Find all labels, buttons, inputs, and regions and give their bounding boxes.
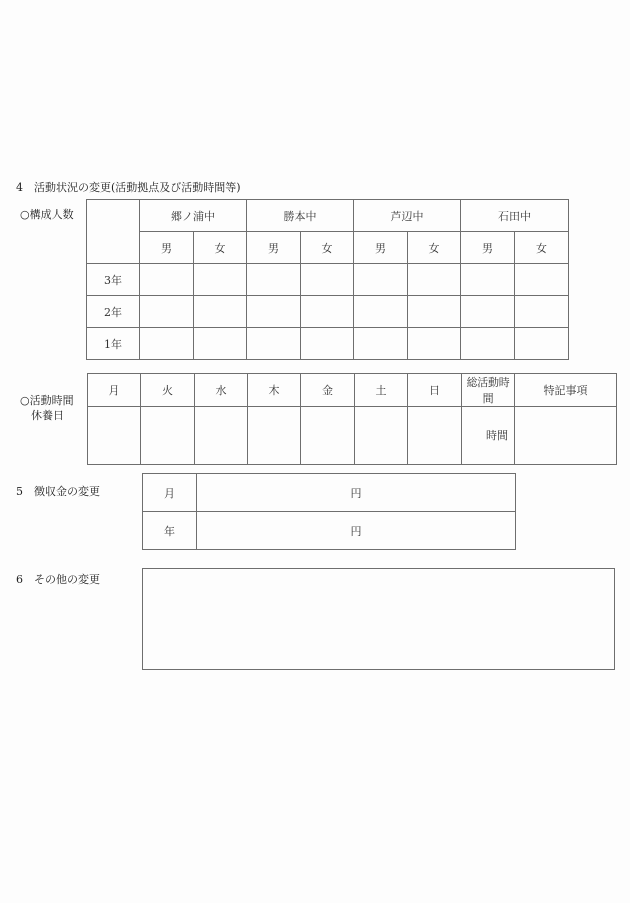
count-cell[interactable] (301, 264, 354, 296)
count-cell[interactable] (461, 264, 515, 296)
day-header: 水 (195, 374, 248, 407)
count-cell[interactable] (461, 296, 515, 328)
school-header: 芦辺中 (354, 200, 461, 232)
gender-header: 男 (140, 232, 194, 264)
members-label: ○構成人数 (20, 208, 74, 221)
grade-row (87, 296, 569, 328)
count-cell[interactable] (140, 328, 194, 360)
gender-header: 女 (301, 232, 354, 264)
gender-header: 女 (515, 232, 569, 264)
count-cell[interactable] (515, 264, 569, 296)
gender-header: 男 (461, 232, 515, 264)
day-header: 土 (355, 374, 408, 407)
section-4-heading: 4 活動状況の変更(活動拠点及び活動時間等) (16, 181, 241, 194)
fee-amount-cell[interactable] (197, 474, 516, 512)
notes-header: 特記事項 (515, 374, 617, 407)
day-header: 火 (141, 374, 195, 407)
gender-header: 男 (247, 232, 301, 264)
day-header: 月 (88, 374, 141, 407)
fee-period-label: 年 (143, 512, 197, 550)
grade-row (87, 264, 569, 296)
day-cell[interactable] (141, 407, 195, 465)
count-cell[interactable] (247, 296, 301, 328)
notes-cell[interactable] (515, 407, 617, 465)
school-header: 石田中 (461, 200, 569, 232)
grade-label: 2年 (87, 296, 140, 328)
count-cell[interactable] (194, 264, 247, 296)
count-cell[interactable] (247, 328, 301, 360)
activity-time-label: ○活動時間 (20, 394, 74, 407)
total-hours-cell[interactable] (462, 407, 515, 465)
section-5-heading: 5 徴収金の変更 (16, 485, 100, 498)
day-cell[interactable] (301, 407, 355, 465)
count-cell[interactable] (408, 328, 461, 360)
count-cell[interactable] (140, 264, 194, 296)
count-cell[interactable] (247, 264, 301, 296)
day-cell[interactable] (355, 407, 408, 465)
day-cell[interactable] (88, 407, 141, 465)
count-cell[interactable] (354, 264, 408, 296)
fee-row (143, 474, 516, 512)
count-cell[interactable] (408, 264, 461, 296)
fee-table (142, 473, 516, 550)
grade-row (87, 328, 569, 360)
fee-period-label: 月 (143, 474, 197, 512)
day-cell[interactable] (195, 407, 248, 465)
count-cell[interactable] (408, 296, 461, 328)
count-cell[interactable] (301, 328, 354, 360)
day-header: 日 (408, 374, 462, 407)
members-corner-cell (87, 200, 140, 264)
fee-amount-cell[interactable] (197, 512, 516, 550)
gender-header: 女 (194, 232, 247, 264)
count-cell[interactable] (194, 328, 247, 360)
day-cell[interactable] (248, 407, 301, 465)
gender-header: 男 (354, 232, 408, 264)
hours-unit: 時間 (486, 428, 508, 442)
school-header: 勝本中 (247, 200, 354, 232)
day-cell[interactable] (408, 407, 462, 465)
count-cell[interactable] (301, 296, 354, 328)
fee-row (143, 512, 516, 550)
count-cell[interactable] (140, 296, 194, 328)
day-header: 金 (301, 374, 355, 407)
count-cell[interactable] (354, 328, 408, 360)
section-6-heading: 6 その他の変更 (16, 573, 100, 586)
rest-day-label: 休養日 (31, 409, 64, 422)
count-cell[interactable] (461, 328, 515, 360)
other-changes-box[interactable] (142, 568, 615, 670)
activity-table (87, 373, 617, 465)
grade-label: 3年 (87, 264, 140, 296)
day-header: 木 (248, 374, 301, 407)
members-table (86, 199, 569, 360)
yen-unit: 円 (350, 486, 362, 500)
total-hours-header: 総活動時間 (462, 374, 515, 407)
count-cell[interactable] (194, 296, 247, 328)
grade-label: 1年 (87, 328, 140, 360)
count-cell[interactable] (354, 296, 408, 328)
school-header: 郷ノ浦中 (140, 200, 247, 232)
count-cell[interactable] (515, 296, 569, 328)
count-cell[interactable] (515, 328, 569, 360)
gender-header: 女 (408, 232, 461, 264)
yen-unit: 円 (350, 524, 362, 538)
